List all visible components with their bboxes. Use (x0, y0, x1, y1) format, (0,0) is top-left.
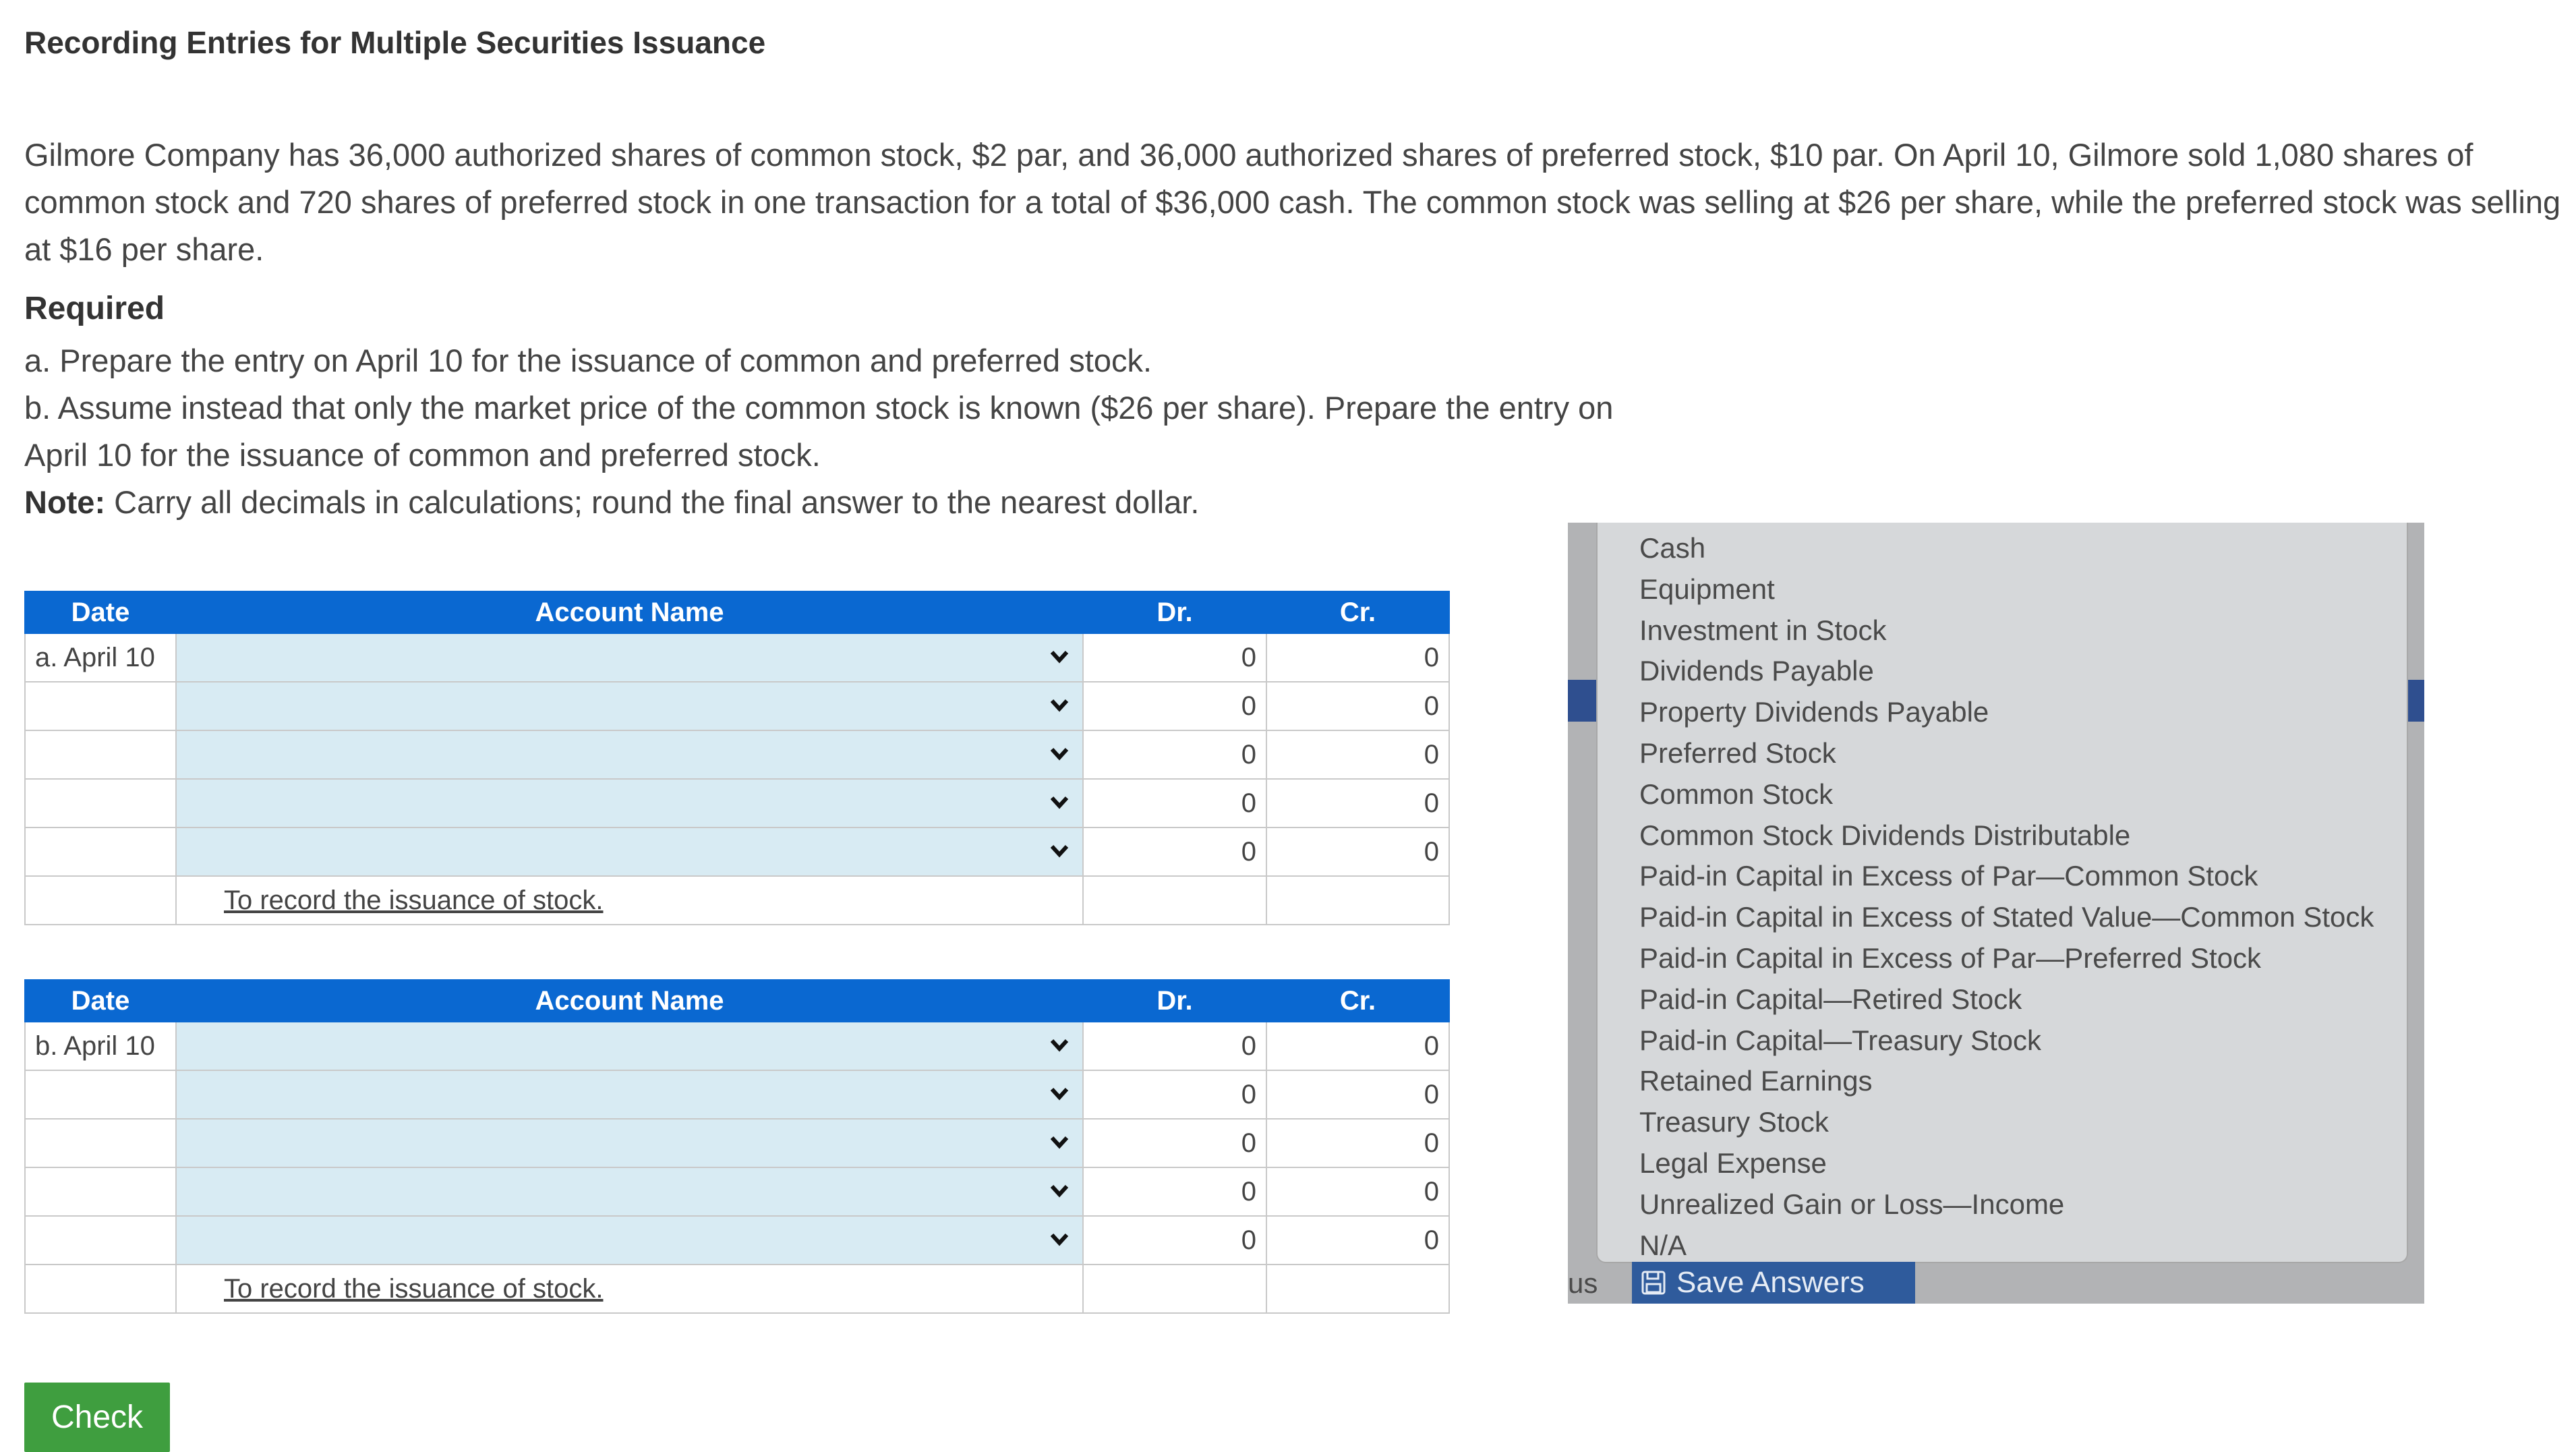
credit-input[interactable]: 0 (1266, 633, 1449, 682)
header-debit: Dr. (1083, 591, 1266, 633)
save-answers-button[interactable] (1632, 1262, 1915, 1304)
table-row (25, 1070, 1449, 1119)
dropdown-option[interactable]: Paid-in Capital in Excess of Par—Preferred Stock (1639, 941, 2262, 974)
memo-text: To record the issuance of stock. (176, 1265, 1083, 1313)
highlight-edge (1568, 680, 1596, 722)
credit-input[interactable]: 0 (1266, 827, 1449, 876)
chevron-down-icon (1046, 692, 1073, 719)
header-account-name: Account Name (176, 980, 1083, 1022)
dropdown-options (1639, 528, 2374, 1266)
account-select[interactable] (176, 1216, 1083, 1265)
date-cell (25, 1070, 176, 1119)
header-debit: Dr. (1083, 980, 1266, 1022)
chevron-down-icon (1046, 1129, 1073, 1156)
date-cell (25, 779, 176, 827)
save-icon (1640, 1269, 1667, 1296)
chevron-down-icon (1046, 789, 1073, 816)
account-select[interactable] (176, 1119, 1083, 1167)
header-date: Date (25, 591, 176, 633)
dropdown-option[interactable]: Paid-in Capital—Treasury Stock (1639, 1024, 2041, 1056)
empty-cell (1266, 1265, 1449, 1313)
dropdown-option[interactable]: Cash (1639, 532, 1706, 564)
empty-cell (1266, 876, 1449, 925)
account-select[interactable] (176, 779, 1083, 827)
chevron-down-icon (1046, 1226, 1073, 1253)
table-row (25, 1216, 1449, 1265)
table-header-row (25, 591, 1449, 633)
credit-input[interactable]: 0 (1266, 779, 1449, 827)
date-cell (25, 682, 176, 730)
debit-input[interactable]: 0 (1083, 1119, 1266, 1167)
date-cell (25, 730, 176, 779)
debit-input[interactable]: 0 (1083, 779, 1266, 827)
date-cell (25, 876, 176, 925)
check-button[interactable]: Check (24, 1383, 170, 1452)
save-answers-label: Save Answers (1676, 1266, 1865, 1299)
dropdown-option[interactable]: Retained Earnings (1639, 1065, 1873, 1097)
credit-input[interactable]: 0 (1266, 1022, 1449, 1070)
account-select[interactable] (176, 730, 1083, 779)
debit-input[interactable]: 0 (1083, 682, 1266, 730)
table-row (25, 730, 1449, 779)
table-row (25, 779, 1449, 827)
note-text: Carry all decimals in calculations; round the final answer to the nearest dollar. (105, 484, 1200, 520)
debit-input[interactable]: 0 (1083, 1022, 1266, 1070)
account-select[interactable] (176, 1167, 1083, 1216)
debit-input[interactable]: 0 (1083, 730, 1266, 779)
page-title: Recording Entries for Multiple Securities Issuance (24, 25, 766, 60)
date-cell (25, 1265, 176, 1313)
debit-input[interactable]: 0 (1083, 633, 1266, 682)
dropdown-option[interactable]: Dividends Payable (1639, 655, 1874, 687)
date-cell (25, 1216, 176, 1265)
dropdown-option[interactable]: Common Stock (1639, 778, 1834, 810)
account-select[interactable] (176, 1070, 1083, 1119)
dropdown-option[interactable]: Treasury Stock (1639, 1106, 1829, 1138)
chevron-down-icon (1046, 1178, 1073, 1204)
debit-input[interactable]: 0 (1083, 1167, 1266, 1216)
dropdown-option[interactable]: Equipment (1639, 573, 1775, 605)
memo-row (25, 876, 1449, 925)
requirement-b: b. Assume instead that only the market price of the common stock is known ($26 per share). Prepare the entry on April 10 for the issuance of common and preferred stock. (24, 390, 1614, 473)
account-select[interactable] (176, 633, 1083, 682)
chevron-down-icon (1046, 643, 1073, 670)
table-row (25, 633, 1449, 682)
dropdown-option[interactable]: Investment in Stock (1639, 614, 1887, 646)
dropdown-option[interactable]: Paid-in Capital in Excess of Par—Common Stock (1639, 860, 2258, 892)
memo-text: To record the issuance of stock. (176, 876, 1083, 925)
header-credit: Cr. (1266, 591, 1449, 633)
credit-input[interactable]: 0 (1266, 1167, 1449, 1216)
required-heading: Required (24, 291, 165, 326)
date-cell (25, 1119, 176, 1167)
account-select[interactable] (176, 682, 1083, 730)
dropdown-option[interactable]: Paid-in Capital in Excess of Stated Value—Common Stock (1639, 901, 2374, 933)
header-date: Date (25, 980, 176, 1022)
debit-input[interactable]: 0 (1083, 1216, 1266, 1265)
requirement-a: a. Prepare the entry on April 10 for the issuance of common and preferred stock. (24, 343, 1152, 378)
table-row (25, 827, 1449, 876)
date-cell: b. April 10 (25, 1022, 176, 1070)
dropdown-option[interactable]: N/A (1639, 1229, 1687, 1261)
dropdown-option[interactable]: Paid-in Capital—Retired Stock (1639, 983, 2022, 1015)
note (24, 479, 1199, 526)
journal-table-b (24, 979, 1450, 1314)
chevron-down-icon (1046, 1080, 1073, 1107)
note-label: Note: (24, 484, 106, 520)
date-cell (25, 827, 176, 876)
bottom-toolbar (1568, 1262, 2424, 1304)
empty-cell (1083, 876, 1266, 925)
dropdown-option[interactable]: Common Stock Dividends Distributable (1639, 819, 2131, 851)
truncated-label: us (1568, 1267, 1598, 1299)
chevron-down-icon (1046, 838, 1073, 865)
chevron-down-icon (1046, 1032, 1073, 1059)
dropdown-panel (1596, 523, 2408, 1263)
date-cell: a. April 10 (25, 633, 176, 682)
table-row (25, 1167, 1449, 1216)
problem-statement: Gilmore Company has 36,000 authorized shares of common stock, $2 par, and 36,000 authorized shares of preferred stock, $10 par. On April 10, Gilmore sold 1,080 shares of common stock and 720 shares of preferred stock in one transaction for a total of $36,000 cash. The common stock was selling at $26 per share, while the preferred stock was selling at $16 per share. (24, 137, 2561, 267)
account-select[interactable] (176, 1022, 1083, 1070)
credit-input[interactable]: 0 (1266, 682, 1449, 730)
credit-input[interactable]: 0 (1266, 1216, 1449, 1265)
dropdown-option[interactable]: Legal Expense (1639, 1146, 1827, 1179)
highlight-edge (2407, 680, 2424, 722)
credit-input[interactable]: 0 (1266, 1070, 1449, 1119)
dropdown-option[interactable]: Preferred Stock (1639, 736, 1836, 769)
journal-table-a (24, 591, 1450, 925)
credit-input[interactable]: 0 (1266, 1119, 1449, 1167)
account-select[interactable] (176, 827, 1083, 876)
account-dropdown-menu (1568, 523, 2424, 1304)
header-account-name: Account Name (176, 591, 1083, 633)
debit-input[interactable]: 0 (1083, 1070, 1266, 1119)
empty-cell (1083, 1265, 1266, 1313)
credit-input[interactable]: 0 (1266, 730, 1449, 779)
dropdown-option[interactable]: Property Dividends Payable (1639, 696, 1989, 728)
debit-input[interactable]: 0 (1083, 827, 1266, 876)
chevron-down-icon (1046, 740, 1073, 767)
table-row (25, 1119, 1449, 1167)
table-header-row (25, 980, 1449, 1022)
memo-row (25, 1265, 1449, 1313)
header-credit: Cr. (1266, 980, 1449, 1022)
date-cell (25, 1167, 176, 1216)
table-row (25, 682, 1449, 730)
dropdown-option[interactable]: Unrealized Gain or Loss—Income (1639, 1188, 2065, 1220)
table-row (25, 1022, 1449, 1070)
